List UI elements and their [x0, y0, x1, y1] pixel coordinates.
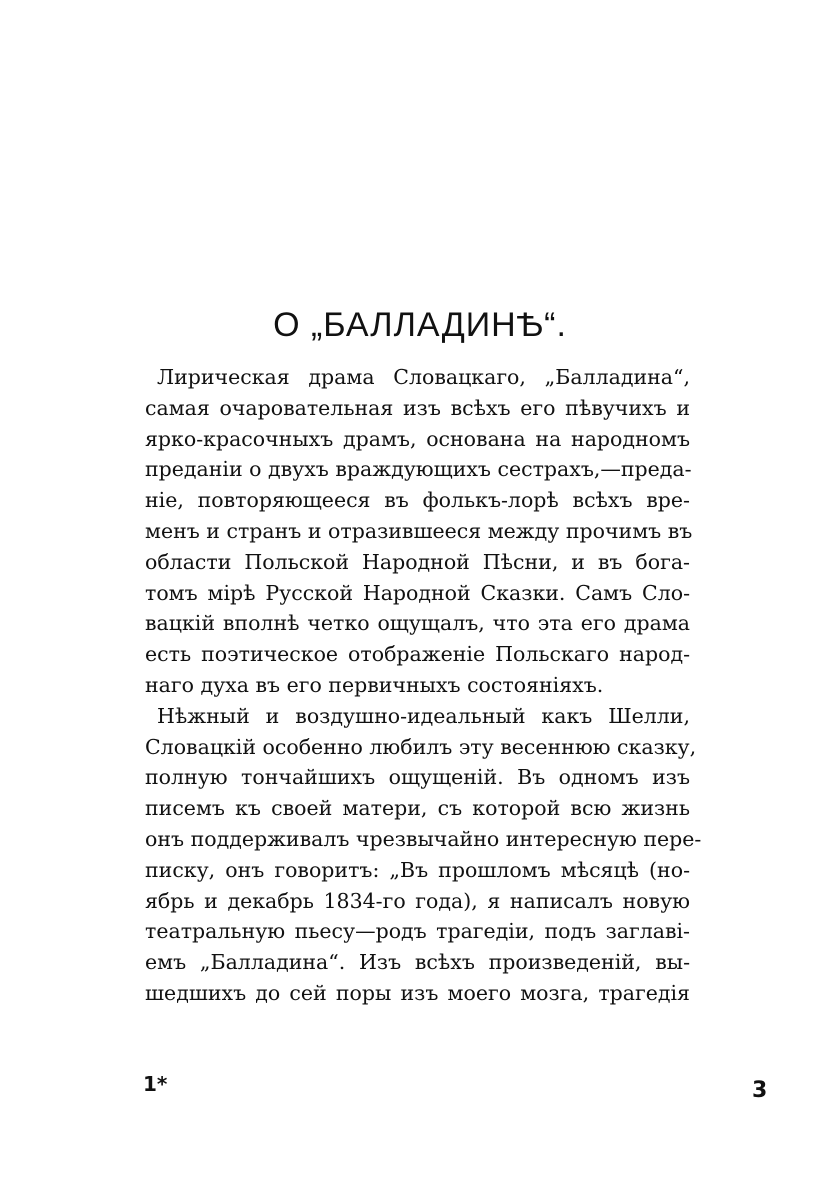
text-line: преданіи о двухъ враждующихъ сестрахъ,—преда- [145, 457, 692, 482]
text-line: Лирическая драма Словацкаго, „Балладина“, [157, 365, 690, 389]
text-line: театральную пьесу—родъ трагедіи, подъ заглаві- [145, 919, 690, 944]
text-line: Нѣжный и воздушно-идеальный какъ Шелли, [157, 703, 690, 728]
text-line: ніе, повторяющееся въ фолькъ-лорѣ всѣхъ вре- [145, 488, 690, 513]
chapter-title: О „БАЛЛАДИНѢ“. [273, 306, 567, 344]
text-line: самая очаровательная изъ всѣхъ его пѣвучихъ и [145, 395, 690, 420]
text-line: области Польской Народной Пѣсни, и въ бога- [145, 549, 690, 574]
text-line: менъ и странъ и отразившееся между прочимъ въ [145, 518, 693, 543]
text-line: ярко-красочныхъ драмъ, основана на народномъ [145, 426, 690, 451]
text-line: Словацкій особенно любилъ эту весеннюю сказку, [145, 734, 697, 759]
text-line: шедшихъ до сей поры изъ моего мозга, трагедія [145, 980, 690, 1005]
text-line: онъ поддерживалъ чрезвычайно интересную пере- [145, 826, 702, 851]
text-line: полную тончайшихъ ощущеній. Въ одномъ изъ [145, 765, 690, 790]
text-line: писку, онъ говоритъ: „Въ прошломъ мѣсяцѣ (но- [145, 857, 690, 882]
text-line: есть поэтическое отображеніе Польскаго народ- [145, 642, 690, 667]
text-line: писемъ къ своей матери, съ которой всю жизнь [145, 796, 690, 821]
text-line: наго духа въ его первичныхъ состояніяхъ. [145, 672, 604, 697]
page-number: 3 [752, 1078, 768, 1103]
body-text [145, 362, 702, 1009]
signature-mark: 1* [143, 1072, 168, 1096]
text-line: емъ „Балладина“. Изъ всѣхъ произведеній, вы- [145, 950, 690, 975]
text-line: вацкій вполнѣ четко ощущалъ, что эта его драма [145, 611, 690, 636]
text-line: томъ мірѣ Русской Народной Сказки. Самъ Сло- [145, 580, 690, 605]
text-line: ябрь и декабрь 1834-го года), я написалъ новую [145, 888, 690, 913]
